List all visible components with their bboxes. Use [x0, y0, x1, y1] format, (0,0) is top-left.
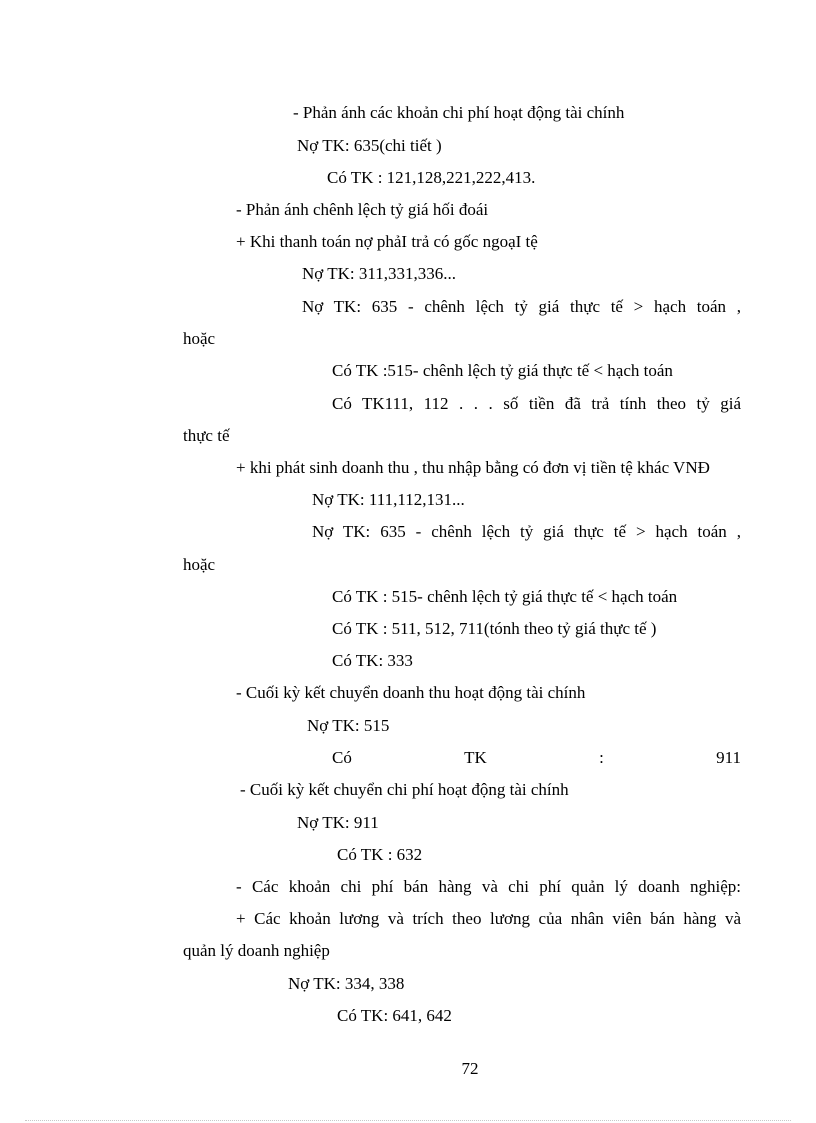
debit-entry-311: Nợ TK: 311,331,336... — [302, 264, 456, 283]
debit-entry-911: Nợ TK: 911 — [297, 813, 379, 832]
credit-entry-515-revenue: Có TK : 515- chênh lệch tỷ giá thực tế < hạch toán — [332, 587, 678, 606]
credit-entry-632: Có TK : 632 — [337, 845, 423, 864]
credit-word: Có — [332, 748, 352, 767]
page-number: 72 — [461, 1059, 479, 1078]
bullet-exchange-difference: - Phản ánh chênh lệch tỷ giá hối đoái — [236, 200, 489, 219]
bullet-closing-expenses: - Cuối kỳ kết chuyển chi phí hoạt động tài chính — [240, 780, 569, 799]
debit-entry-635-revenue: Nợ TK: 635 - chênh lệch tỷ giá thực tế > hạch toán , — [312, 522, 741, 541]
credit-entry-911 — [332, 748, 741, 768]
debit-entry-635: Nợ TK: 635(chi tiết ) — [297, 136, 442, 155]
sub-bullet-foreign-payables: + Khi thanh toán nợ phảI trả có gốc ngoạI tệ — [236, 232, 538, 251]
debit-entry-515: Nợ TK: 515 — [307, 716, 390, 735]
credit-entry-111-112: Có TK111, 112 . . . số tiền đã trả tính theo tỷ giá — [332, 394, 741, 413]
continuation-or-2: hoặc — [183, 555, 216, 574]
credit-entry-333: Có TK: 333 — [332, 651, 413, 670]
colon-mark: : — [599, 748, 604, 767]
sub-bullet-salaries: + Các khoản lương và trích theo lương của nhân viên bán hàng và — [236, 909, 741, 928]
credit-entry-121: Có TK : 121,128,221,222,413. — [327, 168, 536, 187]
debit-entry-635-exchange: Nợ TK: 635 - chênh lệch tỷ giá thực tế > hạch toán , — [302, 297, 741, 316]
credit-entry-511: Có TK : 511, 512, 711(tónh theo tỷ giá thực tế ) — [332, 619, 657, 638]
continuation-management: quản lý doanh nghiệp — [183, 941, 330, 960]
continuation-or: hoặc — [183, 329, 216, 348]
debit-entry-111: Nợ TK: 111,112,131... — [312, 490, 465, 509]
account-number-911: 911 — [716, 748, 741, 767]
bullet-financial-expenses: - Phản ánh các khoản chi phí hoạt động tài chính — [293, 103, 625, 122]
bullet-closing-revenue: - Cuối kỳ kết chuyển doanh thu hoạt động tài chính — [236, 683, 586, 702]
debit-entry-334: Nợ TK: 334, 338 — [288, 974, 405, 993]
credit-entry-515: Có TK :515- chênh lệch tỷ giá thực tế < hạch toán — [332, 361, 673, 380]
credit-entry-641: Có TK: 641, 642 — [337, 1006, 452, 1025]
bullet-selling-admin-expenses: - Các khoản chi phí bán hàng và chi phí quản lý doanh nghiệp: — [236, 877, 741, 896]
footer-divider — [25, 1120, 791, 1121]
continuation-actual-rate: thực tế — [183, 426, 230, 445]
account-word: TK — [464, 748, 487, 767]
sub-bullet-foreign-revenue: + khi phát sinh doanh thu , thu nhập bằng có đơn vị tiền tệ khác VNĐ — [236, 458, 710, 477]
